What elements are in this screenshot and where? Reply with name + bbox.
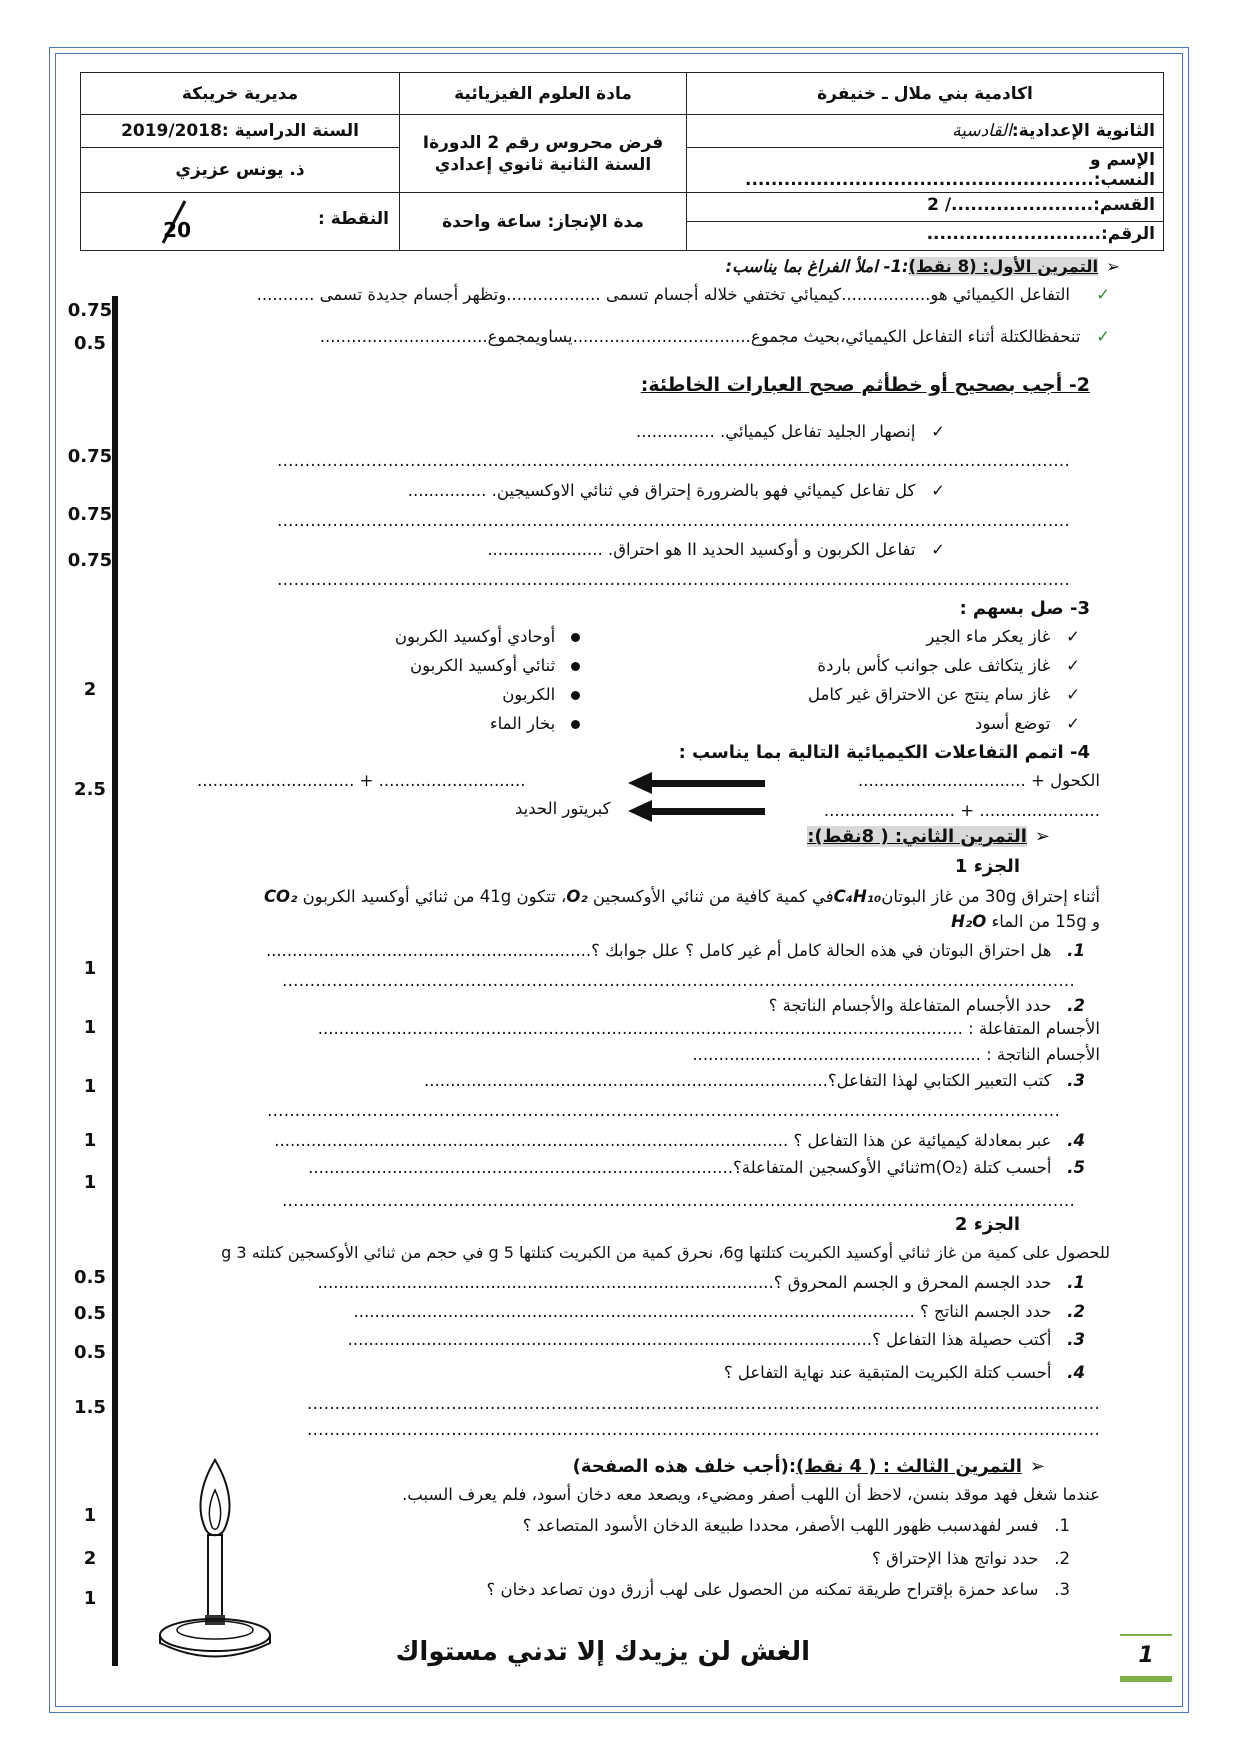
bullet-dot-icon xyxy=(571,691,580,700)
score: 0.75 xyxy=(67,550,113,571)
answer-dots[interactable]: ............................................................................................................................................... xyxy=(277,511,1070,530)
ex1-title: التمرين الأول: (8 نقط) xyxy=(908,257,1099,276)
match-left-4[interactable]: ✓ توضع أسود xyxy=(974,714,1080,733)
score: 2.5 xyxy=(74,779,106,800)
answer-dots[interactable]: ............................................................................................................................................... xyxy=(267,1101,1060,1120)
ex2-p2-q3: 3. أكتب حصيلة هذا التفاعل ؟.................................................................................................... xyxy=(347,1330,1085,1349)
score: 1.5 xyxy=(74,1397,106,1418)
ex1-statement-1: ✓ إنصهار الجليد تفاعل كيميائي. ............... xyxy=(636,422,945,441)
footer-motto: الغش لن يزيدك إلا تدني مستواك xyxy=(395,1637,810,1667)
ex2-title: التمرين الثاني: ( 8نقط): xyxy=(807,826,1027,847)
match-right-3[interactable]: الكربون xyxy=(502,684,580,706)
checkmark-icon: ✓ xyxy=(1066,714,1080,733)
header-table xyxy=(80,72,1164,251)
score: 1 xyxy=(83,958,97,979)
school-year: السنة الدراسية :2019/2018 xyxy=(81,115,400,148)
bunsen-burner-icon xyxy=(150,1455,280,1670)
ex3-q3: 3. ساعد حمزة بإقتراح طريقة تمكنه من الحصول على لهب أزرق دون تصاعد دخان ؟ xyxy=(486,1580,1070,1599)
duration: مدة الإنجاز: ساعة واحدة xyxy=(400,193,687,251)
reaction-2-reactants[interactable]: ....................... + ......................... xyxy=(823,801,1100,820)
ex1-heading: ➢التمرين الأول: (8 نقط):1- املأ الفراغ بما يناسب: xyxy=(725,257,1120,276)
bullet-dot-icon xyxy=(571,720,580,729)
bullet-dot-icon xyxy=(571,633,580,642)
checkmark-icon: ✓ xyxy=(931,481,945,500)
ex1-statement-3: ✓ تفاعل الكربون و أوكسيد الحديد II هو احتراق. ...................... xyxy=(487,540,945,559)
score: 0.5 xyxy=(74,333,106,354)
ex2-p2-q2: 2. حدد الجسم الناتج ؟ ........................................................................................................... xyxy=(353,1302,1085,1321)
grade-label: النقطة : xyxy=(318,209,389,229)
ex1-fill1: ✓ التفاعل الكيميائي هو.................كيميائي تختفي خلاله أجسام تسمى ..................وتظهر أجسام جديدة تسمى ........... xyxy=(256,285,1110,304)
ex3-heading: ➢التمرين الثالث : ( 4 نقط):(أجب خلف هذه الصفحة) xyxy=(572,1456,1045,1477)
bullet-dot-icon xyxy=(571,662,580,671)
reaction-1-products[interactable]: ............................ + .............................. xyxy=(197,771,526,790)
ex1-fill2: ✓ تنحفظالكتلة أثناء التفاعل الكيميائي،بحيث مجموع..................................يساويمجموع................................ xyxy=(319,327,1110,346)
arrow-left-icon xyxy=(650,780,765,787)
academy: اكادمية بني ملال ـ خنيفرة xyxy=(687,73,1164,115)
reaction-2-product: كبريتور الحديد xyxy=(515,799,611,818)
class-number-cell xyxy=(687,193,1164,251)
footer-line-bottom xyxy=(1120,1676,1172,1682)
score: 0.5 xyxy=(74,1303,106,1324)
footer-line-top xyxy=(1120,1634,1172,1636)
grade-box xyxy=(151,195,241,247)
ex3-q2: 2. حدد نواتج هذا الإحتراق ؟ xyxy=(872,1549,1070,1568)
match-right-2[interactable]: ثنائي أوكسيد الكربون xyxy=(410,655,580,677)
checkmark-icon: ✓ xyxy=(1096,285,1110,304)
score: 0.5 xyxy=(74,1342,106,1363)
ex1-q3-title: 3- صل بسهم : xyxy=(959,598,1090,619)
grade-cell xyxy=(81,193,400,251)
score: 2 xyxy=(83,679,97,700)
class-field[interactable]: القسم:....................../ 2 xyxy=(687,193,1163,222)
ex1-q2-title: 2- أجب بصحيح أو خطأثم صحح العبارات الخاطئة: xyxy=(640,374,1090,396)
name-field[interactable]: الإسم و النسب:...................................................... xyxy=(687,148,1164,193)
ex2-q4: 4. عبر بمعادلة كيميائية عن هذا التفاعل ؟ .................................................................................................. xyxy=(274,1131,1085,1150)
ex2-p2-q4: 4. أحسب كتلة الكبريت المتبقية عند نهاية التفاعل ؟ xyxy=(723,1363,1085,1382)
ex2-q2: 2. حدد الأجسام المتفاعلة والأجسام الناتجة ؟ xyxy=(768,996,1085,1015)
ex2-q1: 1. هل احتراق البوتان في هذه الحالة كامل أم غير كامل ؟ علل جوابك ؟.............................................................. xyxy=(265,941,1085,960)
checkmark-icon: ✓ xyxy=(1066,656,1080,675)
ex3-intro: عندما شغل فهد موقد بنسن، لاحظ أن اللهب أصفر ومضيء، ويصعد معه دخان أسود، فلم يعرف السبب. xyxy=(402,1485,1100,1504)
checkmark-icon: ✓ xyxy=(1066,627,1080,646)
ex3-title: التمرين الثالث : ( 4 نقط) xyxy=(796,1456,1022,1477)
ex2-p2-q1: 1. حدد الجسم المحرق و الجسم المحروق ؟....................................................................................... xyxy=(317,1273,1085,1292)
formula-h2o: H₂O xyxy=(951,912,987,931)
checkmark-icon: ✓ xyxy=(931,540,945,559)
exam-title-cell xyxy=(400,115,687,193)
ex2-part2-intro: للحصول على كمية من غاز ثنائي أوكسيد الكبريت كتلتها 6g، نحرق كمية من الكبريت كتلتها 5 g في حجم من ثنائي الأوكسجين كتلته 3 g xyxy=(221,1243,1110,1262)
ex1-q1-intro: :1- املأ الفراغ بما يناسب: xyxy=(725,257,909,276)
match-right-4[interactable]: بخار الماء xyxy=(490,713,580,735)
ex3-q1: 1. فسر لفهدسبب ظهور اللهب الأصفر، محددا طبيعة الدخان الأسود المتصاعد ؟ xyxy=(522,1516,1070,1535)
ex1-q4-title: 4- اتمم التفاعلات الكيميائية التالية بما يناسب : xyxy=(678,742,1090,763)
page-number: 1 xyxy=(1138,1643,1154,1668)
score: 1 xyxy=(83,1017,97,1038)
number-field[interactable]: الرقم:........................... xyxy=(926,224,1155,244)
checkmark-icon: ✓ xyxy=(1066,685,1080,704)
match-right-1[interactable]: أوحادي أوكسيد الكربون xyxy=(395,626,580,648)
school-cell: الثانوية الإعدادية:القادسية xyxy=(687,115,1164,148)
school-name: القادسية xyxy=(952,121,1012,141)
products-field[interactable]: الأجسام الناتجة : ....................................................... xyxy=(692,1045,1100,1064)
grade-total: 20 xyxy=(163,218,191,242)
directorate: مديرية خريبكة xyxy=(81,73,400,115)
arrow-left-icon xyxy=(650,808,765,815)
score-column-bar xyxy=(112,296,118,1666)
score: 1 xyxy=(83,1588,97,1609)
level: السنة الثانية ثانوي إعدادي xyxy=(434,154,652,175)
score: 0.75 xyxy=(67,446,113,467)
formula-butane: C₄H₁₀ xyxy=(833,887,882,906)
score: 1 xyxy=(83,1505,97,1526)
subject: مادة العلوم الفيزيائية xyxy=(400,73,687,115)
ex2-q5: 5. أحسب كتلة (O₂)mثنائي الأوكسجين المتفاعلة؟................................................................................. xyxy=(308,1158,1085,1177)
answer-dots[interactable]: ............................................................................................................................................... xyxy=(307,1420,1100,1439)
teacher: ذ. يونس عزيزي xyxy=(81,148,400,193)
score: 1 xyxy=(83,1172,97,1193)
ex3-note: :(أجب خلف هذه الصفحة) xyxy=(572,1456,797,1477)
ex2-heading: ➢التمرين الثاني: ( 8نقط): xyxy=(807,826,1050,847)
score: 0.75 xyxy=(67,300,113,321)
match-left-2[interactable]: ✓ غاز يتكاثف على جوانب كأس باردة xyxy=(817,656,1080,675)
ex2-part1: الجزء 1 xyxy=(954,856,1020,877)
ex2-intro-line1: أثناء إحتراق 30g من غاز البوتانC₄H₁₀في كمية كافية من ثنائي الأوكسجين O₂، تتكون 41g من ثنائي أوكسيد الكربون CO₂ xyxy=(263,887,1100,906)
reaction-1-reactants[interactable]: الكحول + ................................ xyxy=(857,771,1100,790)
answer-dots[interactable]: ............................................................................................................................................... xyxy=(277,451,1070,470)
ex2-q3: 3. كتب التعبير الكتابي لهذا التفاعل؟............................................................................. xyxy=(423,1071,1085,1090)
formula-o2: O₂ xyxy=(566,887,588,906)
score: 1 xyxy=(83,1076,97,1097)
score: 0.5 xyxy=(74,1267,106,1288)
match-left-1[interactable]: ✓ غاز يعكر ماء الجير xyxy=(926,627,1080,646)
answer-dots[interactable]: ............................................................................................................................................... xyxy=(282,1191,1075,1210)
match-left-3[interactable]: ✓ غاز سام ينتج عن الاحتراق غير كامل xyxy=(808,685,1080,704)
answer-dots[interactable]: ............................................................................................................................................... xyxy=(282,971,1075,990)
checkmark-icon: ✓ xyxy=(1096,327,1110,346)
score: 2 xyxy=(83,1548,97,1569)
score: 0.75 xyxy=(67,504,113,525)
answer-dots[interactable]: ............................................................................................................................................... xyxy=(307,1394,1100,1413)
checkmark-icon: ✓ xyxy=(931,422,945,441)
reactants-field[interactable]: الأجسام المتفاعلة : ........................................................................................................................... xyxy=(317,1019,1100,1038)
score: 1 xyxy=(83,1130,97,1151)
ex2-part2: الجزء 2 xyxy=(954,1214,1020,1235)
answer-dots[interactable]: ............................................................................................................................................... xyxy=(277,570,1070,589)
ex2-intro-line2: و 15g من الماء H₂O xyxy=(951,912,1100,931)
formula-co2: CO₂ xyxy=(263,887,298,906)
exam-title: فرض محروس رقم 2 الدورةI xyxy=(422,132,664,153)
ex1-statement-2: ✓ كل تفاعل كيميائي فهو بالضرورة إحتراق في ثنائي الاوكسيجين. ............... xyxy=(407,481,945,500)
